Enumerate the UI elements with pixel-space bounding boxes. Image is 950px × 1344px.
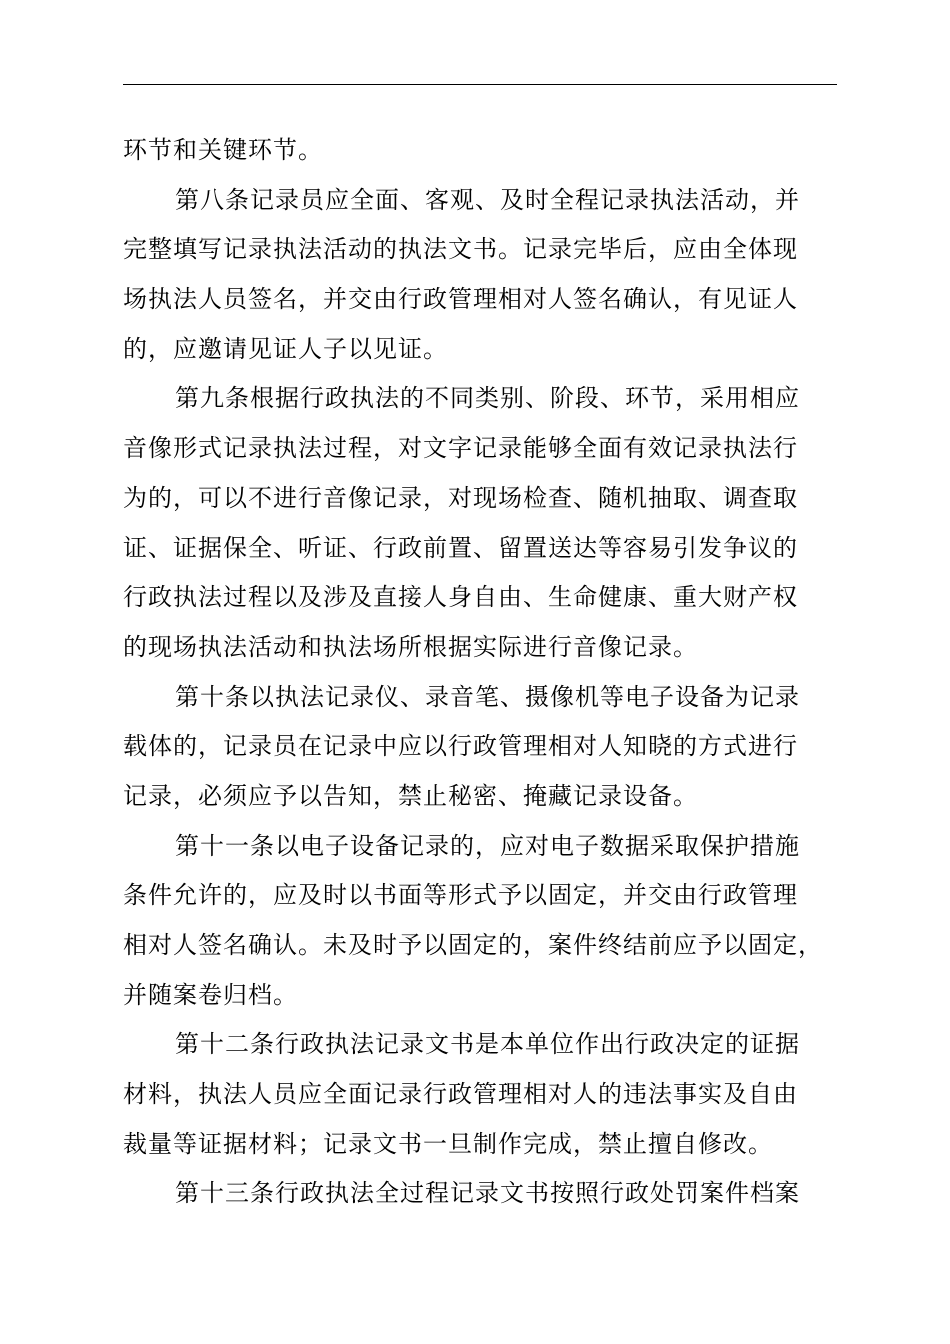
- text-line: 的，应邀请见证人子以见证。: [123, 334, 448, 363]
- text-line: 证、证据保全、听证、行政前置、留置送达等容易引发争议的: [123, 533, 798, 562]
- text-line: 记录，必须应予以告知，禁止秘密、掩藏记录设备。: [123, 781, 698, 810]
- article-13-start: 第十三条行政执法全过程记录文书按照行政处罚案件档案: [175, 1179, 800, 1208]
- text-line: 场执法人员签名，并交由行政管理相对人签名确认，有见证人: [123, 285, 798, 314]
- text-line: 为的，可以不进行音像记录，对现场检查、随机抽取、调查取: [123, 483, 798, 512]
- text-line: 并随案卷归档。: [123, 980, 298, 1009]
- header-rule: [123, 84, 837, 85]
- document-body: [123, 126, 883, 1219]
- text-line: 条件允许的，应及时以书面等形式予以固定，并交由行政管理: [123, 881, 798, 910]
- article-8-start: 第八条记录员应全面、客观、及时全程记录执法活动，并: [175, 185, 800, 214]
- text-line: 材料，执法人员应全面记录行政管理相对人的违法事实及自由: [123, 1080, 798, 1109]
- article-10-start: 第十条以执法记录仪、录音笔、摄像机等电子设备为记录: [175, 682, 800, 711]
- text-line: 环节和关键环节。: [123, 136, 323, 164]
- article-11-start: 第十一条以电子设备记录的，应对电子数据采取保护措施: [175, 831, 800, 860]
- text-line: 完整填写记录执法活动的执法文书。记录完毕后，应由全体现: [123, 235, 798, 264]
- text-line: 音像形式记录执法过程，对文字记录能够全面有效记录执法行: [123, 434, 798, 463]
- text-line: 载体的，记录员在记录中应以行政管理相对人知晓的方式进行: [123, 732, 798, 761]
- article-12-start: 第十二条行政执法记录文书是本单位作出行政决定的证据: [175, 1030, 800, 1059]
- text-line: 裁量等证据材料；记录文书一旦制作完成，禁止擅自修改。: [123, 1129, 773, 1158]
- text-line: 相对人签名确认。未及时予以固定的，案件终结前应予以固定，: [123, 931, 823, 959]
- text-line: 的现场执法活动和执法场所根据实际进行音像记录。: [123, 632, 698, 661]
- article-9-start: 第九条根据行政执法的不同类别、阶段、环节，采用相应: [175, 384, 800, 413]
- text-line: 行政执法过程以及涉及直接人身自由、生命健康、重大财产权: [123, 583, 798, 612]
